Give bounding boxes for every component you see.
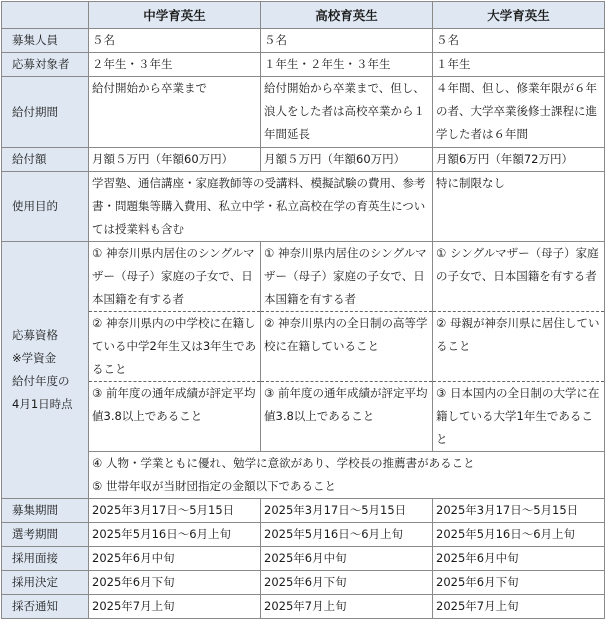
cell-value: ２年生・３年生: [89, 53, 261, 77]
cell-value: 月額6万円（年額72万円）: [433, 148, 605, 172]
cell-value: 給付開始から卒業まで、但し、浪人をした者は高校卒業から１年間延長: [261, 77, 433, 148]
cell-value: 2025年7月上旬: [261, 595, 433, 619]
row-label: 給付額: [2, 148, 89, 172]
cell-value: １年生・２年生・３年生: [261, 53, 433, 77]
cell-value: 2025年6月下旬: [433, 571, 605, 595]
qual-common: ⑤ 世帯年収が当財団指定の金額以下であること: [89, 475, 605, 499]
row-qualification-2: [2, 312, 605, 382]
row-label: 給付期間: [2, 77, 89, 148]
row-label: 採用決定: [2, 571, 89, 595]
qual-item: ② 神奈川県内の全日制の高等学校に在籍していること: [261, 312, 433, 382]
cell-value: ４年間、但し、修業年限が６年の者、大学卒業後修士課程に進学した者は６年間: [433, 77, 605, 148]
cell-value: 2025年6月中旬: [261, 547, 433, 571]
label-line: 給付年度の: [12, 374, 70, 388]
row-eligible: [2, 53, 605, 77]
cell-value: 月額５万円（年額60万円）: [89, 148, 261, 172]
row-purpose: [2, 172, 605, 242]
cell-value: 2025年5月16日～6月上旬: [261, 523, 433, 547]
corner-cell: [2, 2, 89, 29]
purpose-university: 特に制限なし: [433, 172, 605, 242]
row-schedule: [2, 523, 605, 547]
row-label: 選考期間: [2, 523, 89, 547]
row-label: 募集人員: [2, 29, 89, 53]
row-amount: [2, 148, 605, 172]
row-label: 採用面接: [2, 547, 89, 571]
cell-value: 給付開始から卒業まで: [89, 77, 261, 148]
label-line: ※学資金: [12, 351, 57, 365]
cell-value: ５名: [433, 29, 605, 53]
qualification-label: [2, 242, 89, 499]
qual-item: ① シングルマザー（母子）家庭の子女で、日本国籍を有する者: [433, 242, 605, 312]
row-schedule: [2, 595, 605, 619]
cell-value: 2025年7月上旬: [433, 595, 605, 619]
row-qualification-4: [2, 452, 605, 476]
row-schedule: [2, 547, 605, 571]
cell-value: 2025年7月上旬: [89, 595, 261, 619]
cell-value: 2025年3月17日～5月15日: [261, 499, 433, 523]
header-high-school: 高校育英生: [261, 2, 433, 29]
cell-value: 2025年5月16日～6月上旬: [433, 523, 605, 547]
qual-item: ② 母親が神奈川県に居住していること: [433, 312, 605, 382]
row-label: 募集期間: [2, 499, 89, 523]
cell-value: 2025年3月17日～5月15日: [433, 499, 605, 523]
header-row: [2, 2, 605, 29]
cell-value: １年生: [433, 53, 605, 77]
row-schedule: [2, 499, 605, 523]
row-recruit-count: [2, 29, 605, 53]
qual-item: ③ 前年度の通年成績が評定平均値3.8以上であること: [89, 382, 261, 452]
row-qualification-3: [2, 382, 605, 452]
cell-value: 2025年6月下旬: [261, 571, 433, 595]
qual-common: ④ 人物・学業ともに優れ、勉学に意欲があり、学校長の推薦書があること: [89, 452, 605, 476]
cell-value: ５名: [261, 29, 433, 53]
scholarship-table: [1, 1, 605, 619]
qual-item: ① 神奈川県内居住のシングルマザー（母子）家庭の子女で、日本国籍を有する者: [89, 242, 261, 312]
qual-item: ② 神奈川県内の中学校に在籍している中学2年生又は3年生であること: [89, 312, 261, 382]
label-line: 応募資格: [12, 328, 58, 342]
cell-value: ５名: [89, 29, 261, 53]
qual-item: ① 神奈川県内居住のシングルマザー（母子）家庭の子女で、日本国籍を有する者: [261, 242, 433, 312]
qual-item: ③ 前年度の通年成績が評定平均値3.8以上であること: [261, 382, 433, 452]
cell-value: 2025年5月16日～6月上旬: [89, 523, 261, 547]
cell-value: 2025年6月中旬: [89, 547, 261, 571]
cell-value: 2025年3月17日～5月15日: [89, 499, 261, 523]
row-period: [2, 77, 605, 148]
row-qualification-1: [2, 242, 605, 312]
label-line: 4月1日時点: [12, 397, 73, 411]
row-label: 採否通知: [2, 595, 89, 619]
qual-item: ③ 日本国内の全日制の大学に在籍している大学1年生であること: [433, 382, 605, 452]
purpose-jh-hs: 学習塾、通信講座・家庭教師等の受講料、模擬試験の費用、参考書・問題集等購入費用、私立中学・私立高校在学の育英生については授業料も含む: [89, 172, 433, 242]
header-junior-high: 中学育英生: [89, 2, 261, 29]
row-label: 応募対象者: [2, 53, 89, 77]
row-label: 使用目的: [2, 172, 89, 242]
row-schedule: [2, 571, 605, 595]
header-university: 大学育英生: [433, 2, 605, 29]
cell-value: 2025年6月下旬: [89, 571, 261, 595]
cell-value: 2025年6月中旬: [433, 547, 605, 571]
row-qualification-5: [2, 475, 605, 499]
cell-value: 月額５万円（年額60万円）: [261, 148, 433, 172]
